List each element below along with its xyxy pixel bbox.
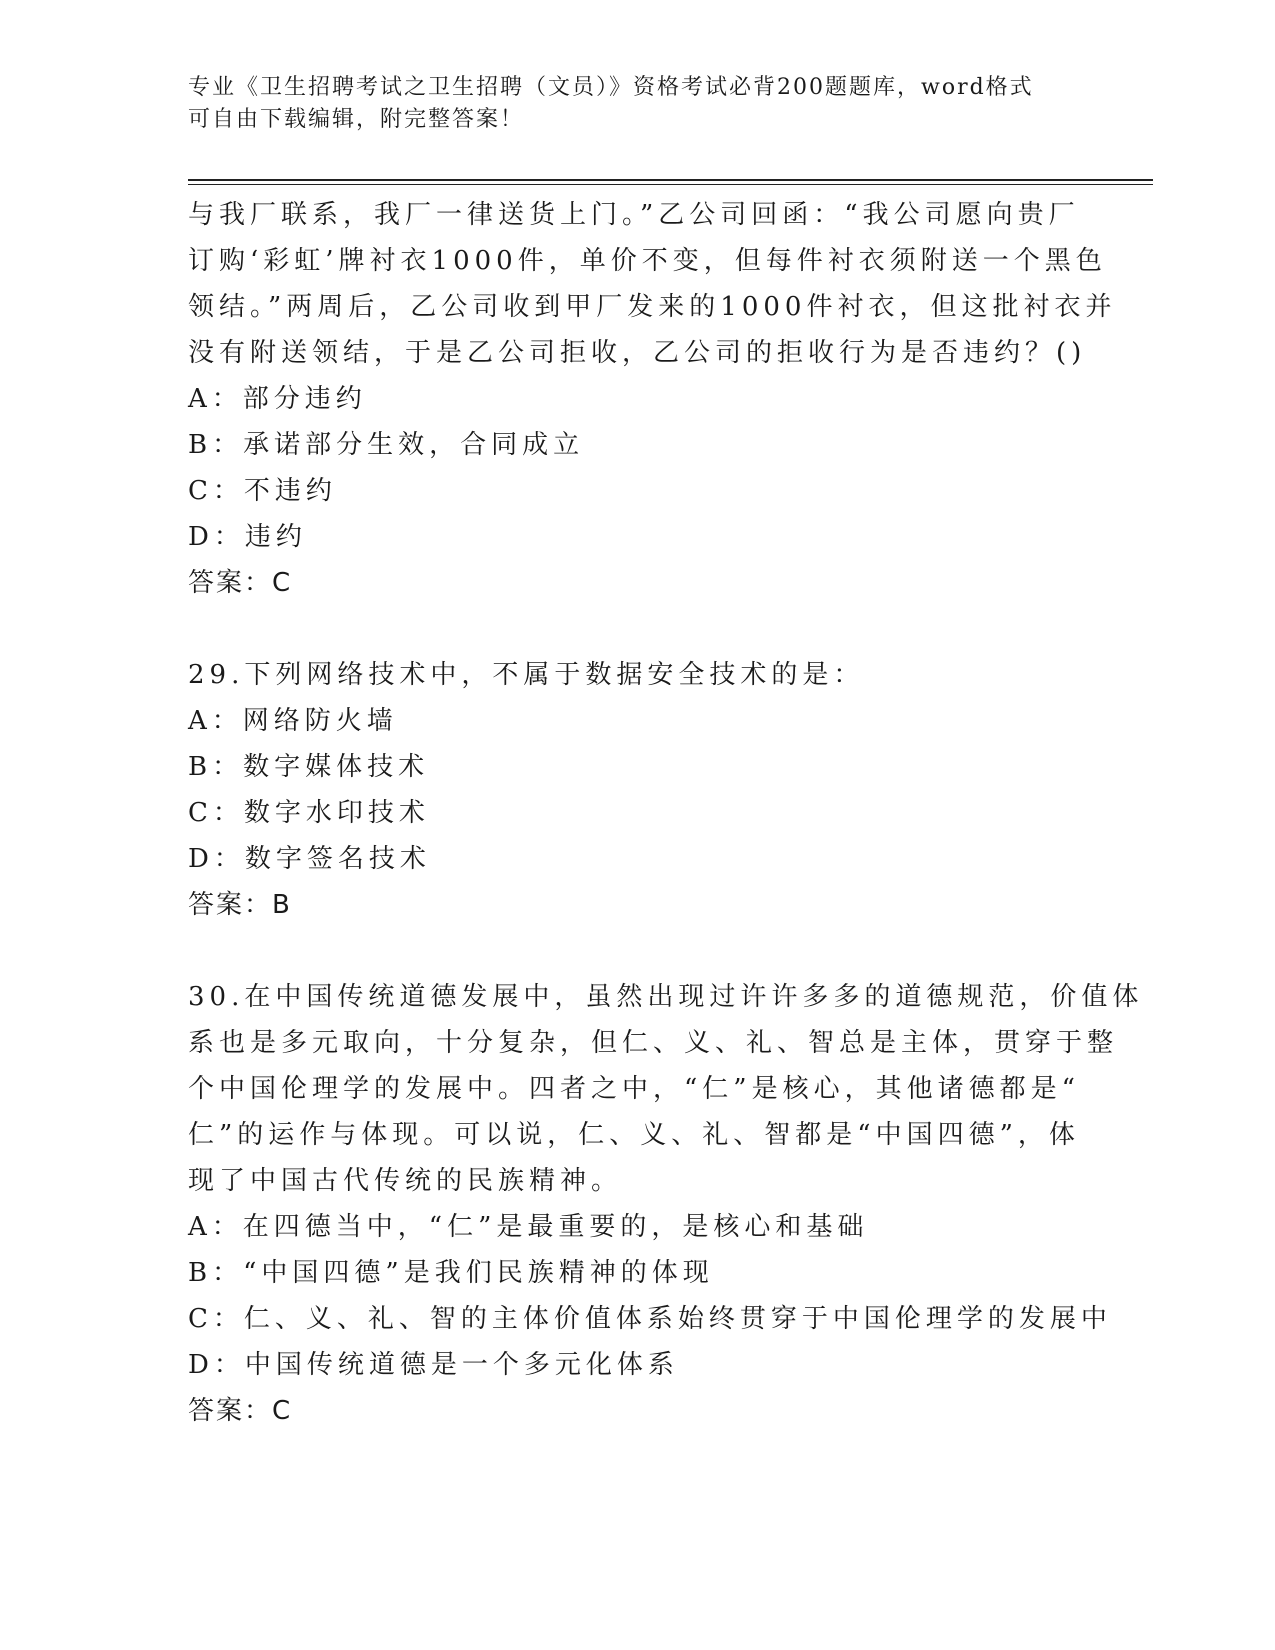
question-text-line: 领结。”两周后，乙公司收到甲厂发来的1000件衬衣，但这批衬衣并 <box>188 292 1117 322</box>
header-divider-thin <box>188 184 1153 185</box>
question-text-line: 没有附送领结，于是乙公司拒收，乙公司的拒收行为是否违约？() <box>188 338 1087 368</box>
option-b: B：承诺部分生效，合同成立 <box>188 430 585 460</box>
option-c: C：仁、义、礼、智的主体价值体系始终贯穿于中国伦理学的发展中 <box>188 1304 1112 1334</box>
option-d: D：中国传统道德是一个多元化体系 <box>188 1350 679 1380</box>
question-text-line: 订购‘彩虹’牌衬衣1000件，单价不变，但每件衬衣须附送一个黑色 <box>188 246 1107 276</box>
document-header <box>188 72 1088 136</box>
answer: 答案：C <box>188 568 293 598</box>
option-a: A：在四德当中，“仁”是最重要的，是核心和基础 <box>188 1212 869 1242</box>
option-a: A：网络防火墙 <box>188 706 398 736</box>
header-divider <box>188 179 1153 181</box>
question-28 <box>188 192 1117 606</box>
option-d: D：数字签名技术 <box>188 844 431 874</box>
option-d: D：违约 <box>188 522 307 552</box>
answer: 答案：B <box>188 890 292 920</box>
option-b: B：“中国四德”是我们民族精神的体现 <box>188 1258 714 1288</box>
question-text-line: 仁”的运作与体现。可以说，仁、义、礼、智都是“中国四德”，体 <box>188 1120 1080 1150</box>
question-text-line: 与我厂联系，我厂一律送货上门。”乙公司回函：“我公司愿向贵厂 <box>188 200 1080 230</box>
question-text-line: 系也是多元取向，十分复杂，但仁、义、礼、智总是主体，贯穿于整 <box>188 1028 1119 1058</box>
answer: 答案：C <box>188 1396 293 1426</box>
question-text-line: 29.下列网络技术中，不属于数据安全技术的是： <box>188 660 865 690</box>
option-c: C：不违约 <box>188 476 337 506</box>
option-a: A：部分违约 <box>188 384 367 414</box>
question-text-line: 现了中国古代传统的民族精神。 <box>188 1166 623 1196</box>
header-line-2: 可自由下载编辑，附完整答案！ <box>188 107 525 132</box>
question-30 <box>188 974 1144 1434</box>
question-text-line: 个中国伦理学的发展中。四者之中，“仁”是核心，其他诸德都是“ <box>188 1074 1080 1104</box>
document-body <box>188 192 1144 1434</box>
question-29 <box>188 652 1088 928</box>
option-b: B：数字媒体技术 <box>188 752 430 782</box>
header-line-1: 专业《卫生招聘考试之卫生招聘（文员）》资格考试必背200题题库，word格式 <box>188 75 1034 100</box>
option-c: C：数字水印技术 <box>188 798 430 828</box>
question-text-line: 30.在中国传统道德发展中，虽然出现过许许多多的道德规范，价值体 <box>188 982 1144 1012</box>
